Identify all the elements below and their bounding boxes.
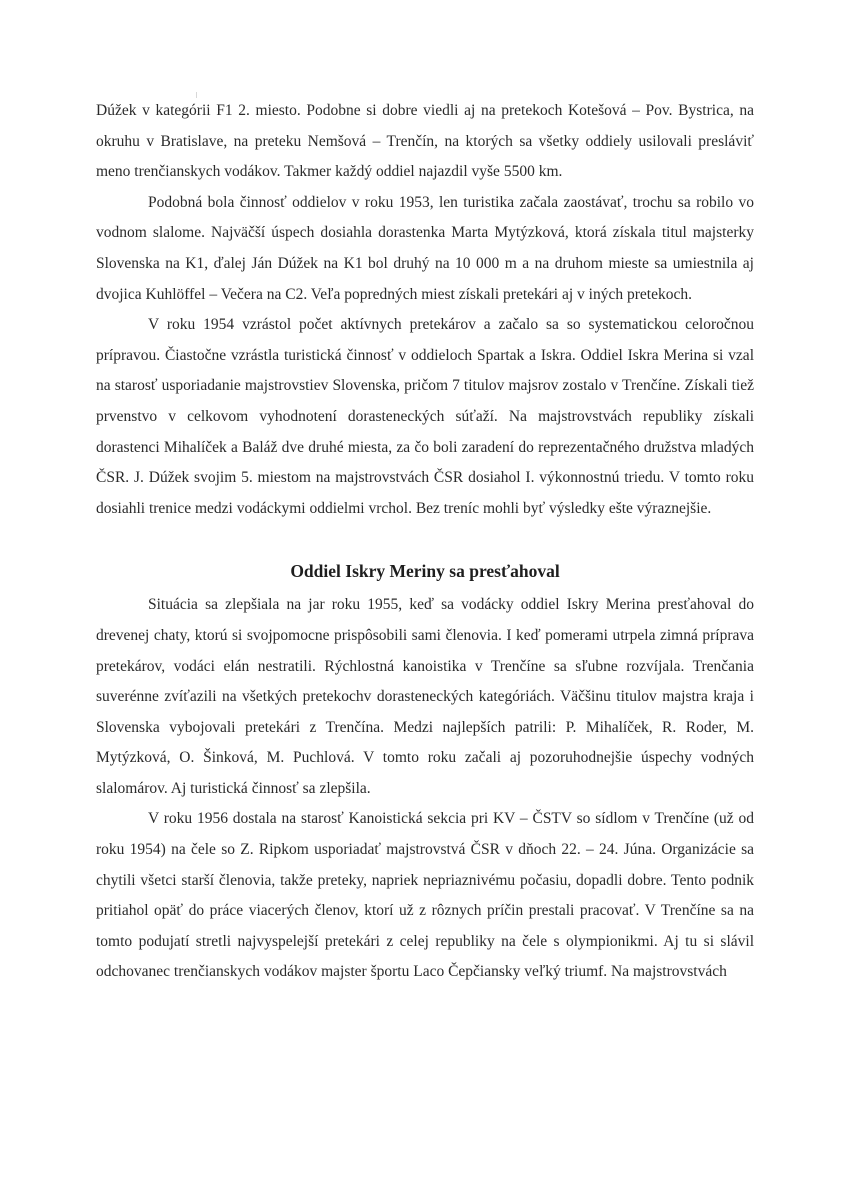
paragraph-continuation: Dúžek v kategórii F1 2. miesto. Podobne si dobre viedli aj na pretekoch Kotešová – Pov. Bystrica, na okruhu v Bratislave, na preteku Nemšová – Trenčín, na ktorých sa všetky oddiely usilovali presláviť meno trenčianskych vodákov. Takmer každý oddiel najazdil vyše 5500 km.: [96, 102, 754, 181]
document-page: [96, 96, 754, 988]
paragraph-1955: Situácia sa zlepšiala na jar roku 1955, keď sa vodácky oddiel Iskry Merina presťahoval do drevenej chaty, ktorú si svojpomocne prispôsobili sami členovia. I keď pomerami utrpela zimná príprava pretekárov, vodáci elán nestratili. Rýchlostná kanoistika v Trenčíne sa sľubne rozvíjala. Trenčania suverénne zvíťazili na všetkých pretekochv dorasteneckých kategóriách. Väčšinu titulov majstra kraja i Slovenska vybojovali pretekári z Trenčína. Medzi najlepších patrili: P. Mihalíček, R. Roder, M. Mytýzková, O. Šinková, M. Puchlová. V tomto roku začali aj pozoruhodnejšie úspechy vodných slalomárov. Aj turistická činnosť sa zlepšila.: [96, 596, 754, 797]
section-heading: Oddiel Iskry Meriny sa presťahoval: [290, 561, 560, 582]
paragraph-1953: Podobná bola činnosť oddielov v roku 1953, len turistika začala zaostávať, trochu sa robilo vo vodnom slalome. Najväčší úspech dosiahla dorastenka Marta Mytýzková, ktorá získala titul majsterky Slovenska na K1, ďalej Ján Dúžek na K1 bol druhý na 10 000 m a na druhom mieste sa umiestnila aj dvojica Kuhlöffel – Večera na C2. Veľa popredných miest získali pretekári aj v iných pretekoch.: [96, 193, 754, 303]
paragraph-1954: V roku 1954 vzrástol počet aktívnych pretekárov a začalo sa so systematickou celoročnou prípravou. Čiastočne vzrástla turistická činnosť v oddieloch Spartak a Iskra. Oddiel Iskra Merina si vzal na starosť usporiadanie majstrovstiev Slovenska, pričom 7 titulov majsrov zostalo v Trenčíne. Získali tiež prvenstvo v celkovom vyhodnotení dorasteneckých súťaží. Na majstrovstvách republiky získali dorastenci Mihalíček a Baláž dve druhé miesta, za čo boli zaradení do reprezentačného družstva mladých ČSR. J. Dúžek svojim 5. miestom na majstrovstvách ČSR dosiahol I. výkonnostnú triedu. V tomto roku dosiahli trenice medzi vodáckymi oddielmi vrchol. Bez treníc mohli byť výsledky ešte výraznejšie.: [96, 316, 754, 517]
paragraph-1956: V roku 1956 dostala na starosť Kanoistická sekcia pri KV – ČSTV so sídlom v Trenčíne (už od roku 1954) na čele so Z. Ripkom usporiadať majstrovstvá ČSR v dňoch 22. – 24. Júna. Organizácie sa chytili všetci starší členovia, takže preteky, napriek nepriaznivému počasiu, dopadli dobre. Tento podnik pritiahol opäť do práce viacerých členov, ktorí už z rôznych príčin prestali pracovať. V Trenčíne sa na tomto podujatí stretli najvyspelejší pretekári z celej republiky na čele s olympionikmi. Aj tu si slávil odchovanec trenčianskych vodákov majster športu Laco Čepčiansky veľký triumf. Na majstrovstvách: [96, 810, 754, 981]
